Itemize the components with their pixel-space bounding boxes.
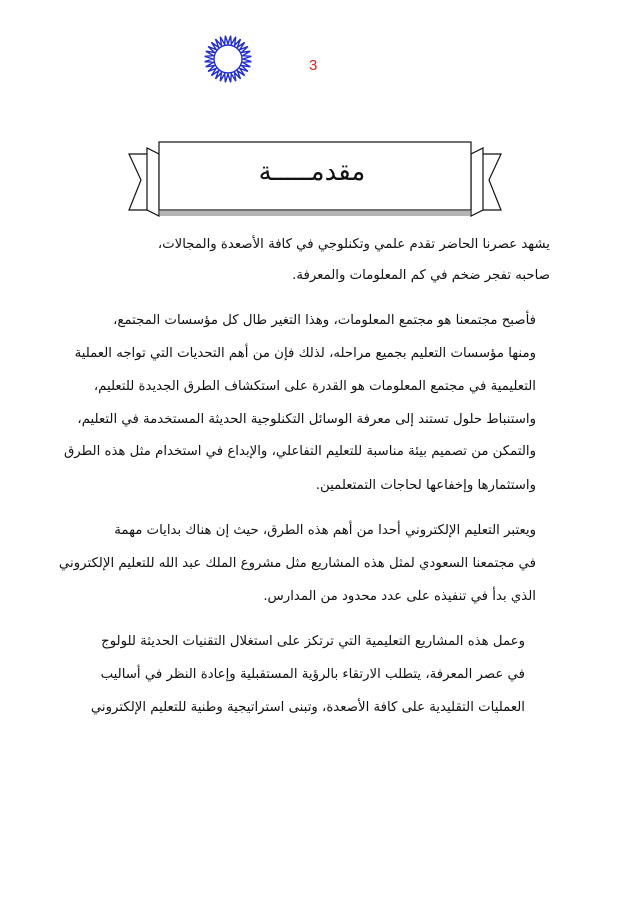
section-heading: مقدمـــــة bbox=[258, 157, 366, 187]
paragraph-line: التعليمية في مجتمع المعلومات هو القدرة على استكشاف الطرق الجديدة للتعليم، bbox=[93, 379, 536, 394]
paragraph-line: في مجتمعنا السعودي لمثل هذه المشاريع مثل مشروع الملك عبد الله للتعليم الإلكتروني bbox=[58, 556, 536, 571]
paragraph-line: والتمكن من تصميم بيئة مناسبة للتعليم التفاعلي، والإبداع في استخدام مثل هذه الطرق bbox=[63, 444, 536, 459]
paragraph-line: العمليات التقليدية على كافة الأصعدة، وتبنى استراتيجية وطنية للتعليم الإلكتروني bbox=[90, 700, 525, 715]
paragraph-line: صاحبه تفجر ضخم في كم المعلومات والمعرفة. bbox=[292, 268, 550, 283]
paragraph-line: واستنباط حلول تستند إلى معرفة الوسائل التكنلوجية الحديثة المستخدمة في التعليم، bbox=[77, 412, 536, 427]
paragraph-line: يشهد عصرنا الحاضر تقدم علمي وتكنلوجي في كافة الأصعدة والمجالات، bbox=[157, 237, 550, 252]
paragraph-line: ومنها مؤسسات التعليم بجميع مراحله، لذلك فإن من أهم التحديات التي تواجه العملية bbox=[74, 346, 536, 361]
paragraph-line: ويعتبر التعليم الإلكتروني أحدا من أهم هذه الطرق، حيث إن هناك بدايات مهمة bbox=[114, 523, 536, 538]
paragraph-line: الذي بدأ في تنفيذه على عدد محدود من المدارس. bbox=[263, 589, 536, 604]
sun-badge-icon bbox=[203, 34, 253, 84]
paragraph-line: واستثمارها وإخفاعها لحاجات التمتعلمين. bbox=[315, 478, 536, 493]
paragraph-line: في عصر المعرفة، يتطلب الارتقاء بالرؤية المستقبلية وإعادة النظر في أساليب bbox=[100, 667, 525, 682]
page-number: 3 bbox=[309, 57, 318, 74]
paragraph-line: فأصبح مجتمعنا هو مجتمع المعلومات، وهذا التغير طال كل مؤسسات المجتمع، bbox=[113, 313, 536, 328]
paragraph-line: وعمل هذه المشاريع التعليمية التي ترتكز على استغلال التقنيات الحديثة للولوج bbox=[101, 634, 525, 649]
